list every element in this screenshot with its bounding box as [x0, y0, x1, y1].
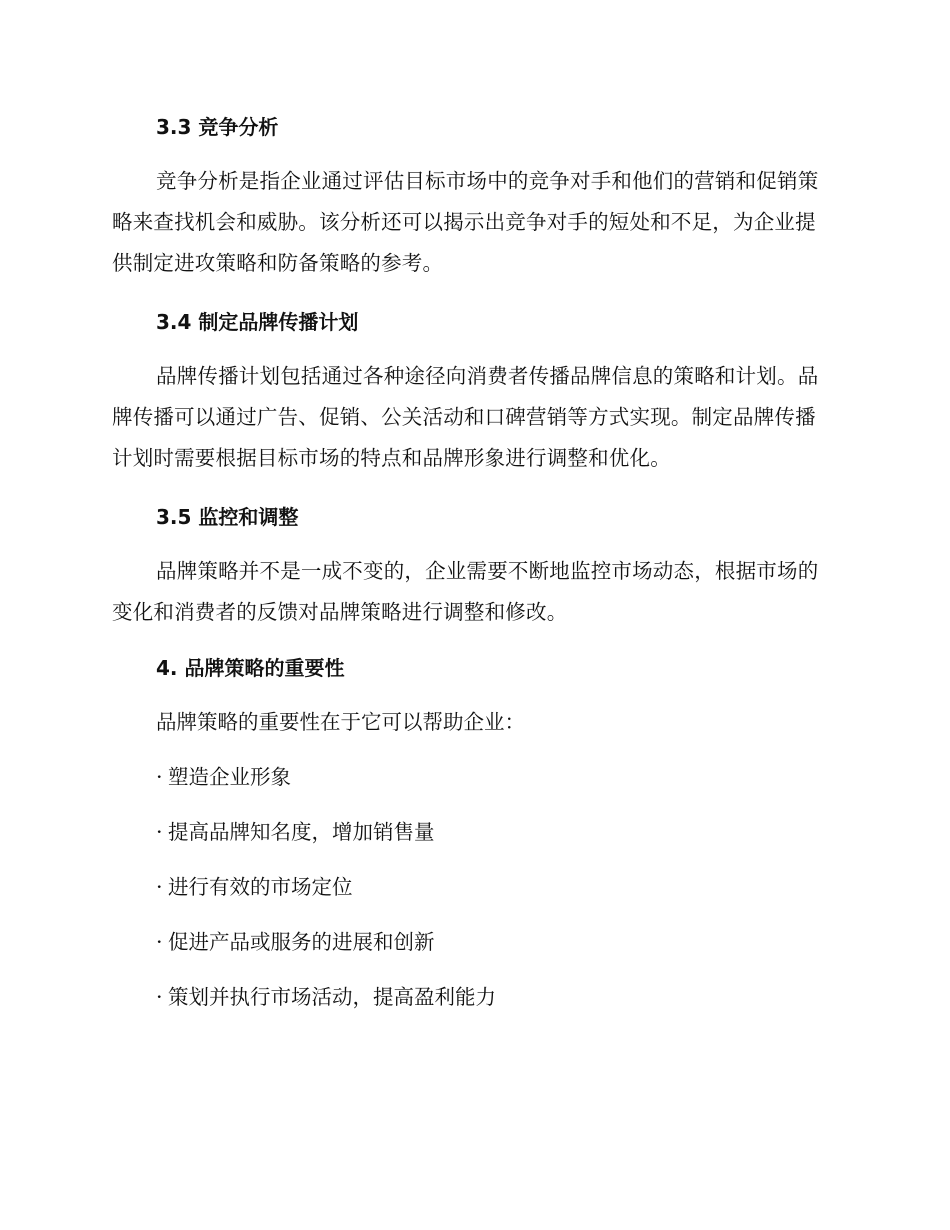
- importance-intro: 品牌策略的重要性在于它可以帮助企业：: [156, 710, 525, 734]
- list-item: [156, 763, 876, 791]
- bullet-icon: ·: [156, 820, 163, 844]
- bullet-icon: ·: [156, 930, 163, 954]
- section-heading-3-4: 3.4 制定品牌传播计划: [156, 310, 359, 334]
- section-body-3-4: 品牌传播计划包括通过各种途径向消费者传播品牌信息的策略和计划。品牌传播可以通过广告、促销、公关活动和口碑营销等方式实现。制定品牌传播计划时需要根据目标市场的特点和品牌形象进行调整和优化。: [112, 364, 819, 470]
- list-item-text: 策划并执行市场活动，提高盈利能力: [168, 985, 496, 1009]
- list-item: [156, 983, 876, 1011]
- list-item-text: 进行有效的市场定位: [168, 875, 353, 899]
- bullet-icon: ·: [156, 875, 163, 899]
- list-item-text: 提高品牌知名度，增加销售量: [168, 820, 435, 844]
- section-body-3-5: 品牌策略并不是一成不变的，企业需要不断地监控市场动态，根据市场的变化和消费者的反馈对品牌策略进行调整和修改。: [112, 559, 819, 624]
- list-item: [156, 818, 876, 846]
- section-heading-3-3: 3.3 竞争分析: [156, 115, 279, 139]
- list-item-text: 塑造企业形象: [168, 765, 291, 789]
- section-heading-3-5: 3.5 监控和调整: [156, 505, 299, 529]
- section-heading-4: 4. 品牌策略的重要性: [156, 656, 345, 680]
- list-item: [156, 928, 876, 956]
- bullet-icon: ·: [156, 985, 163, 1009]
- list-item-text: 促进产品或服务的进展和创新: [168, 930, 435, 954]
- section-body-3-3: 竞争分析是指企业通过评估目标市场中的竞争对手和他们的营销和促销策略来查找机会和威胁。该分析还可以揭示出竞争对手的短处和不足，为企业提供制定进攻策略和防备策略的参考。: [112, 169, 819, 275]
- bullet-icon: ·: [156, 765, 163, 789]
- list-item: [156, 873, 876, 901]
